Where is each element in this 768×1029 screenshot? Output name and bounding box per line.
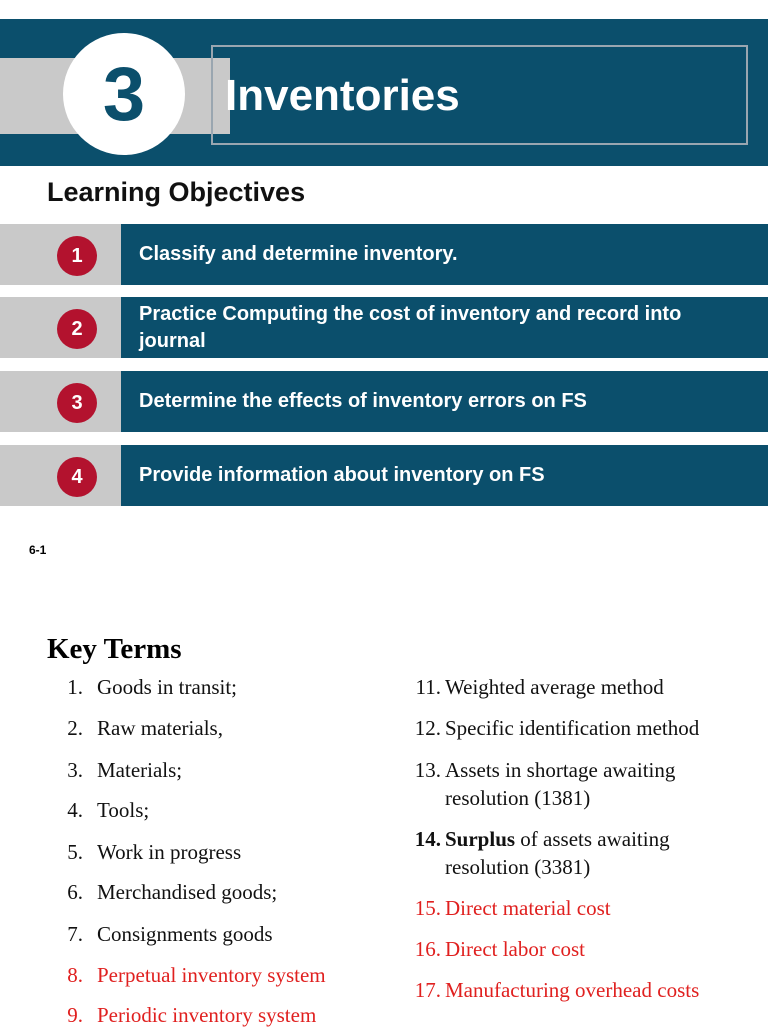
key-term-item: 7. Consignments goods	[67, 922, 273, 946]
key-terms-heading: Key Terms	[47, 633, 182, 665]
key-term-item: 15. Direct material cost	[414, 896, 611, 920]
key-term-item: 6. Merchandised goods;	[67, 880, 278, 904]
objective-text: Provide information about inventory on FS	[139, 464, 545, 486]
key-term-item: 14. Surplus of assets awaiting resolution (3381)	[414, 827, 670, 879]
key-term-item: 12. Specific identification method	[414, 716, 700, 740]
key-term-item: 9. Periodic inventory system	[67, 1003, 317, 1027]
objective-row	[0, 445, 768, 506]
key-term-item: 3. Materials;	[67, 758, 183, 782]
chapter-title: Inventories	[225, 71, 460, 120]
key-term-item: 13. Assets in shortage awaiting resolution (1381)	[414, 758, 676, 810]
key-term-item: 8. Perpetual inventory system	[67, 963, 326, 987]
key-term-item: 1. Goods in transit;	[67, 675, 237, 699]
objective-text: Practice Computing the cost of inventory and record into journal	[139, 302, 682, 352]
key-term-item: 4. Tools;	[67, 798, 150, 822]
objective-text: Classify and determine inventory.	[139, 243, 458, 265]
objective-number-badge: 1	[57, 236, 97, 276]
key-term-item: 11. Weighted average method	[415, 675, 664, 699]
key-term-item: 2. Raw materials,	[67, 716, 223, 740]
objective-row	[0, 224, 768, 285]
key-term-item: 16. Direct labor cost	[414, 937, 585, 961]
key-term-item: 5. Work in progress	[67, 840, 242, 864]
objective-number-badge: 3	[57, 383, 97, 423]
objective-number-badge: 4	[57, 457, 97, 497]
objective-number-badge: 2	[57, 309, 97, 349]
slide-number: 6-1	[29, 543, 47, 557]
objective-text: Determine the effects of inventory errors on FS	[139, 390, 587, 412]
objective-row	[0, 297, 768, 358]
objective-row	[0, 371, 768, 432]
key-term-item: 17. Manufacturing overhead costs	[414, 978, 700, 1002]
learning-objectives-heading: Learning Objectives	[47, 177, 306, 207]
chapter-number: 3	[63, 33, 185, 155]
chapter-title-box	[211, 45, 748, 145]
